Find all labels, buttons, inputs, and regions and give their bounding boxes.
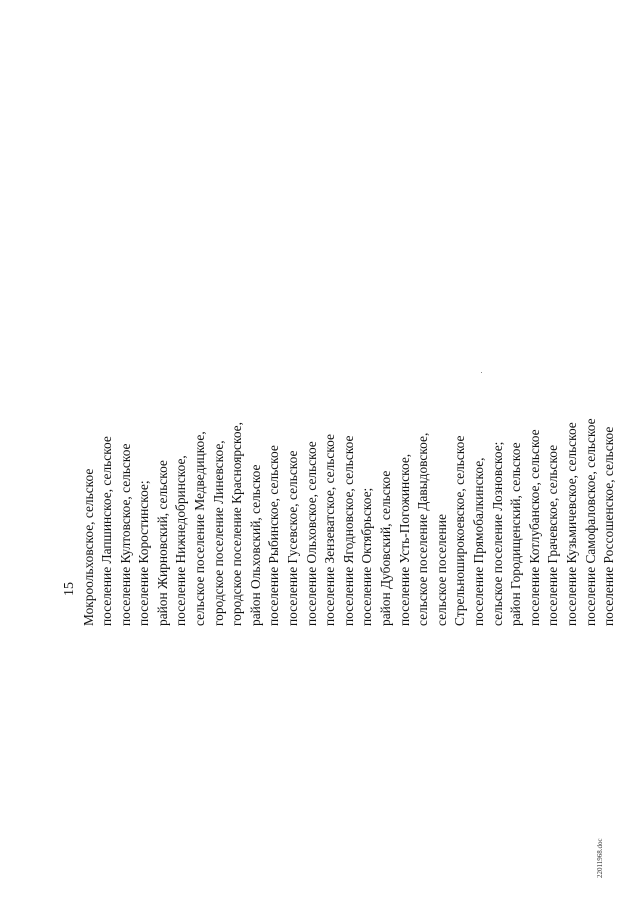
text-line: район Дубовский, сельское: [378, 470, 393, 626]
text-line: Стрельноширокоевское, сельское: [452, 435, 468, 626]
text-line: поселение Октябрьское;: [359, 487, 375, 626]
scan-speck: [481, 372, 482, 373]
text-line: городское поселение Красноярское,: [229, 422, 245, 626]
text-line: сельское поселение Давыдовское,: [415, 432, 431, 626]
text-line: поселение Котлубанское, сельское: [526, 429, 542, 626]
text-line: сельское поселение Лозновское;: [489, 441, 505, 626]
rotated-text-block: [61, 396, 619, 626]
text-line: район Жирновский, сельское: [154, 460, 170, 626]
footer-file-code: 22011968.doc: [596, 838, 604, 878]
text-line: поселение Грачевское, сельское: [545, 444, 561, 626]
text-lines: [80, 396, 619, 626]
text-line: район Ольховский, сельское: [247, 464, 263, 626]
text-line: поселение Ольховское, сельское: [303, 441, 319, 626]
text-line: поселение Россошенское, сельское: [601, 426, 617, 626]
text-line: поселение Кузьмичевское, сельское: [563, 422, 579, 626]
text-line: городское поселение Линевское,: [210, 440, 226, 626]
text-line: район Городищенский, сельское: [508, 442, 524, 626]
text-line: поселение Прямобалкинское,: [470, 457, 486, 626]
text-line: поселение Нижнедобринское,: [173, 455, 189, 626]
text-line: поселение Гусевское, сельское: [285, 450, 301, 626]
text-line: Мокроольховское, сельское: [80, 468, 96, 626]
page-number: 15: [62, 582, 77, 596]
text-line: сельское поселение: [433, 514, 449, 626]
text-line: сельское поселение Медведицкое,: [192, 431, 208, 626]
text-line: поселение Лапшинское, сельское: [99, 436, 115, 626]
text-line: поселение Рыбинское, сельское: [266, 445, 282, 626]
text-line: поселение Ягодновское, сельское: [340, 435, 356, 626]
text-line: поселение Зензеватское, сельское: [322, 434, 338, 626]
text-line: поселение Усть-Погожинское,: [396, 453, 412, 626]
text-line: поселение Култовское, сельское: [117, 443, 133, 626]
text-line: поселение Коростинское;: [136, 480, 152, 626]
text-line: поселение Самофаловское, сельское: [582, 418, 598, 626]
